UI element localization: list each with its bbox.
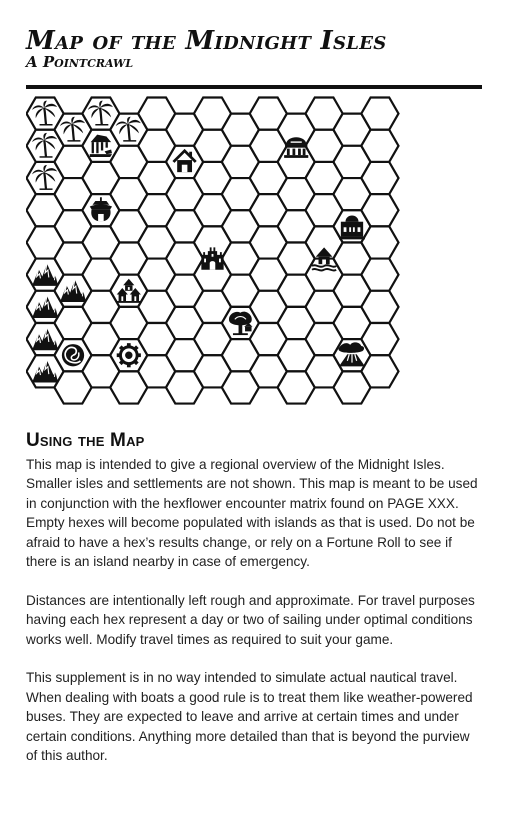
hex-cell xyxy=(361,355,398,387)
section-heading: Using the Map xyxy=(26,430,145,451)
gear-icon xyxy=(117,343,141,367)
hex-cell xyxy=(361,291,398,323)
hex-cell xyxy=(361,226,398,258)
hex-cell xyxy=(361,259,398,291)
page-subtitle: A Pointcrawl xyxy=(26,53,134,71)
body-text xyxy=(26,455,482,785)
hex-map xyxy=(26,96,482,420)
hex-cell xyxy=(361,194,398,226)
hex-cell xyxy=(361,162,398,194)
whirlpool-icon xyxy=(62,344,84,366)
hex-cell xyxy=(361,323,398,355)
hex-cell xyxy=(361,98,398,130)
paragraph-3: This supplement is in no way intended to simulate actual nautical travel. When dealing with boats a good rule is to treat them like weather-powered buses. They are expected to leave and arrive at certain times and under certain conditions. Anything more detailed than that is beyond the purview of this author. xyxy=(26,670,473,764)
title-divider xyxy=(26,85,482,89)
title-block xyxy=(26,26,486,70)
hex-cell xyxy=(361,130,398,162)
paragraph-1: This map is intended to give a regional overview of the Midnight Isles. Smaller isles and settlements are not shown. This map is meant to be used in conjunction with the hexflower encounter matrix found on PAGE XXX. Empty hexes will become populated with islands as that is used. Do not be afraid to have a hex’s results change, or rely on a Fortune Roll to see if there is an island nearby in case of emergency. xyxy=(26,457,478,570)
paragraph-2: Distances are intentionally left rough and approximate. For travel purposes having each hex represent a day or two of sailing under optimal conditions works well. Modify travel times as required to suit your game. xyxy=(26,592,475,647)
page-title: Map of the Midnight Isles xyxy=(26,26,387,56)
